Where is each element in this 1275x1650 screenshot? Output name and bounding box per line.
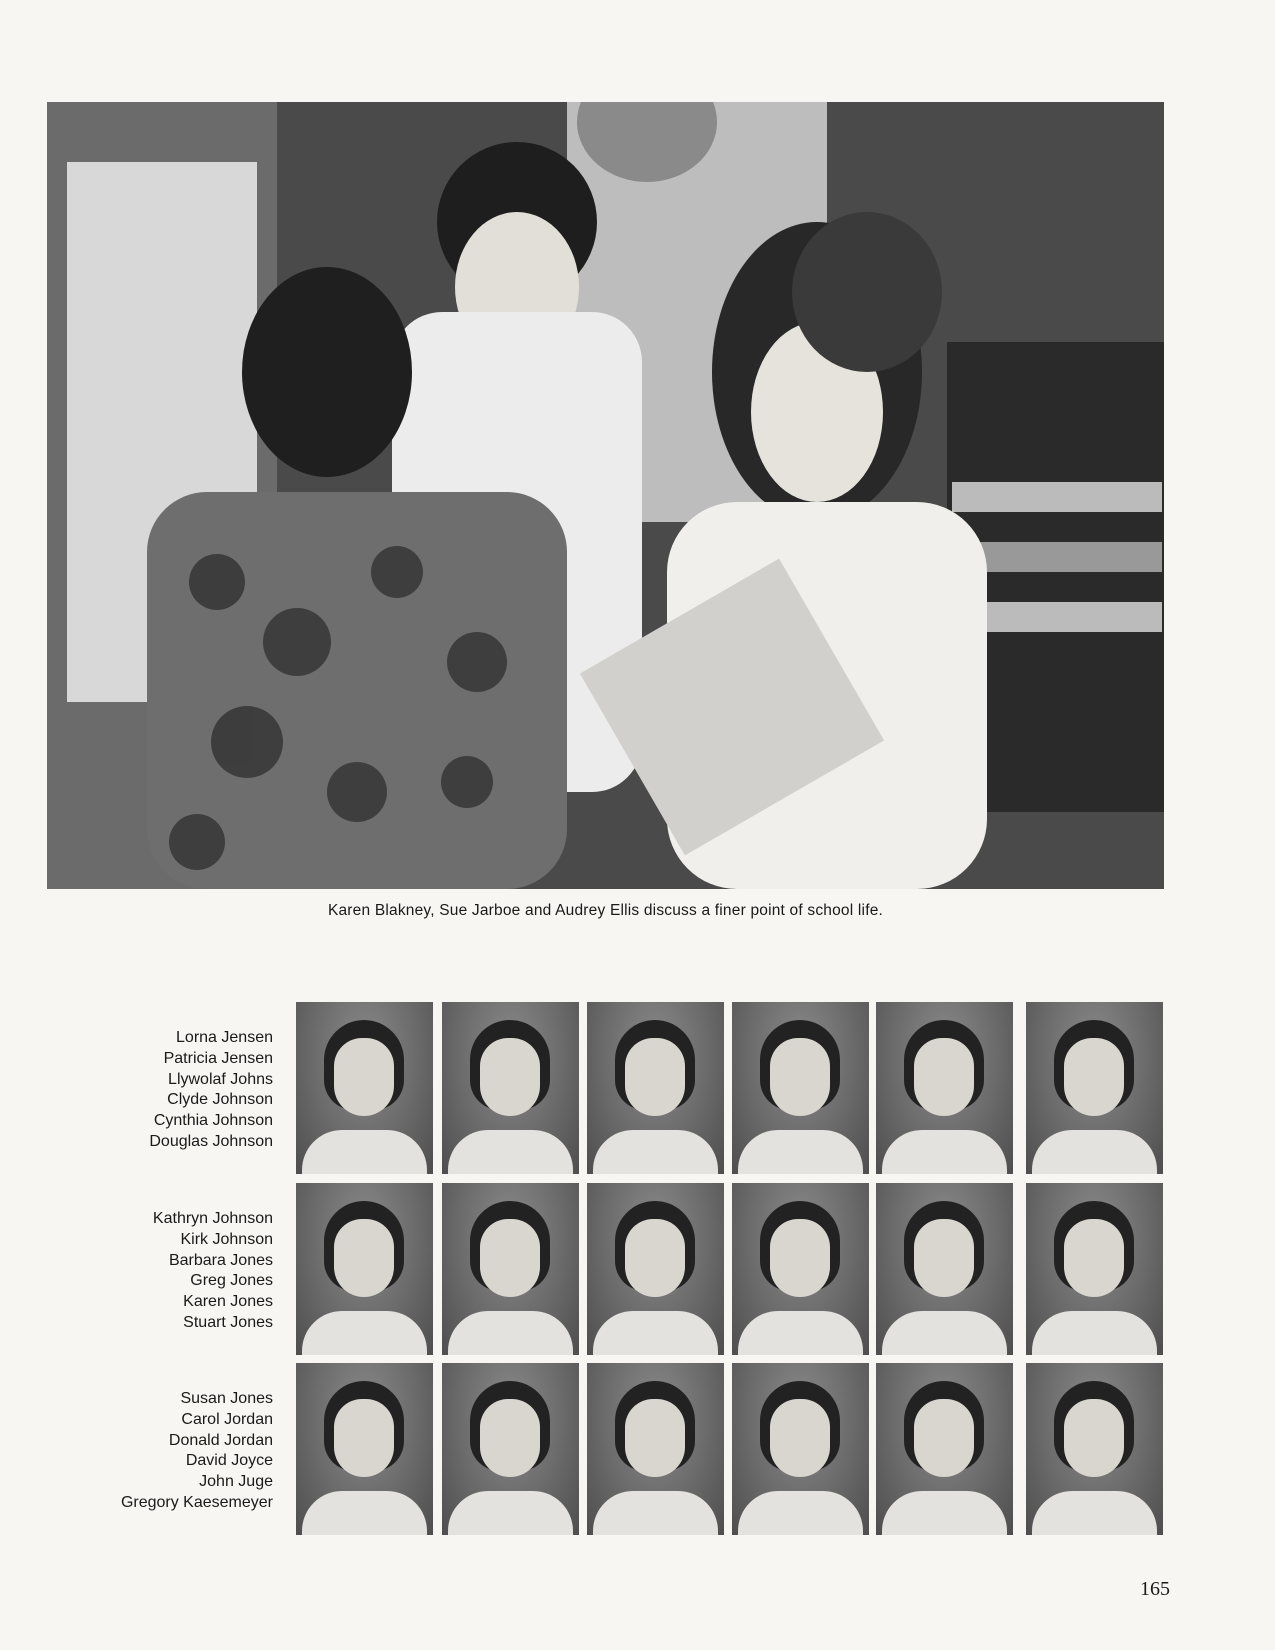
student-portrait (1026, 1183, 1163, 1355)
student-portrait (442, 1002, 579, 1174)
page-number: 165 (1140, 1578, 1170, 1600)
student-name: Barbara Jones (168, 1251, 273, 1269)
student-name: Stuart Jones (183, 1313, 273, 1331)
student-name: Kathryn Johnson (152, 1210, 273, 1227)
student-portrait (732, 1002, 869, 1174)
photo-caption: Karen Blakney, Sue Jarboe and Audrey Ellis discuss a finer point of school life. (327, 902, 884, 919)
student-name: Clyde Johnson (167, 1091, 273, 1109)
student-portrait (1026, 1363, 1163, 1535)
group-photo (47, 102, 1164, 889)
student-portrait (296, 1002, 433, 1174)
portrait-row-2 (0, 1183, 1275, 1355)
student-portrait (876, 1183, 1013, 1355)
student-name: John Juge (199, 1473, 273, 1491)
student-name: Lorna Jensen (176, 1029, 273, 1046)
student-name: Kirk Johnson (180, 1230, 273, 1248)
student-name: Susan Jones (180, 1390, 273, 1407)
student-portrait (732, 1363, 869, 1535)
name-list (33, 1389, 273, 1514)
student-name: Llywolaf Johns (168, 1070, 273, 1088)
name-list (33, 1209, 273, 1334)
student-name: David Joyce (185, 1452, 273, 1470)
student-portrait (587, 1363, 724, 1535)
student-name: Greg Jones (190, 1272, 273, 1290)
student-portrait (442, 1183, 579, 1355)
student-name: Donald Jordan (168, 1431, 273, 1449)
student-portrait (876, 1002, 1013, 1174)
student-portrait (732, 1183, 869, 1355)
student-name: Douglas Johnson (149, 1132, 273, 1150)
portrait-row-1 (0, 1002, 1275, 1174)
student-portrait (296, 1363, 433, 1535)
student-portrait (587, 1183, 724, 1355)
photo-illustration (47, 102, 1164, 889)
student-portrait (876, 1363, 1013, 1535)
student-name: Cynthia Johnson (153, 1112, 273, 1130)
portrait-row-3 (0, 1363, 1275, 1535)
student-name: Patricia Jensen (163, 1049, 273, 1067)
student-portrait (1026, 1002, 1163, 1174)
name-list (33, 1028, 273, 1153)
student-name: Gregory Kaesemeyer (120, 1493, 273, 1511)
student-portrait (442, 1363, 579, 1535)
student-portrait (296, 1183, 433, 1355)
student-name: Carol Jordan (181, 1410, 273, 1428)
student-name: Karen Jones (183, 1293, 273, 1311)
student-portrait (587, 1002, 724, 1174)
